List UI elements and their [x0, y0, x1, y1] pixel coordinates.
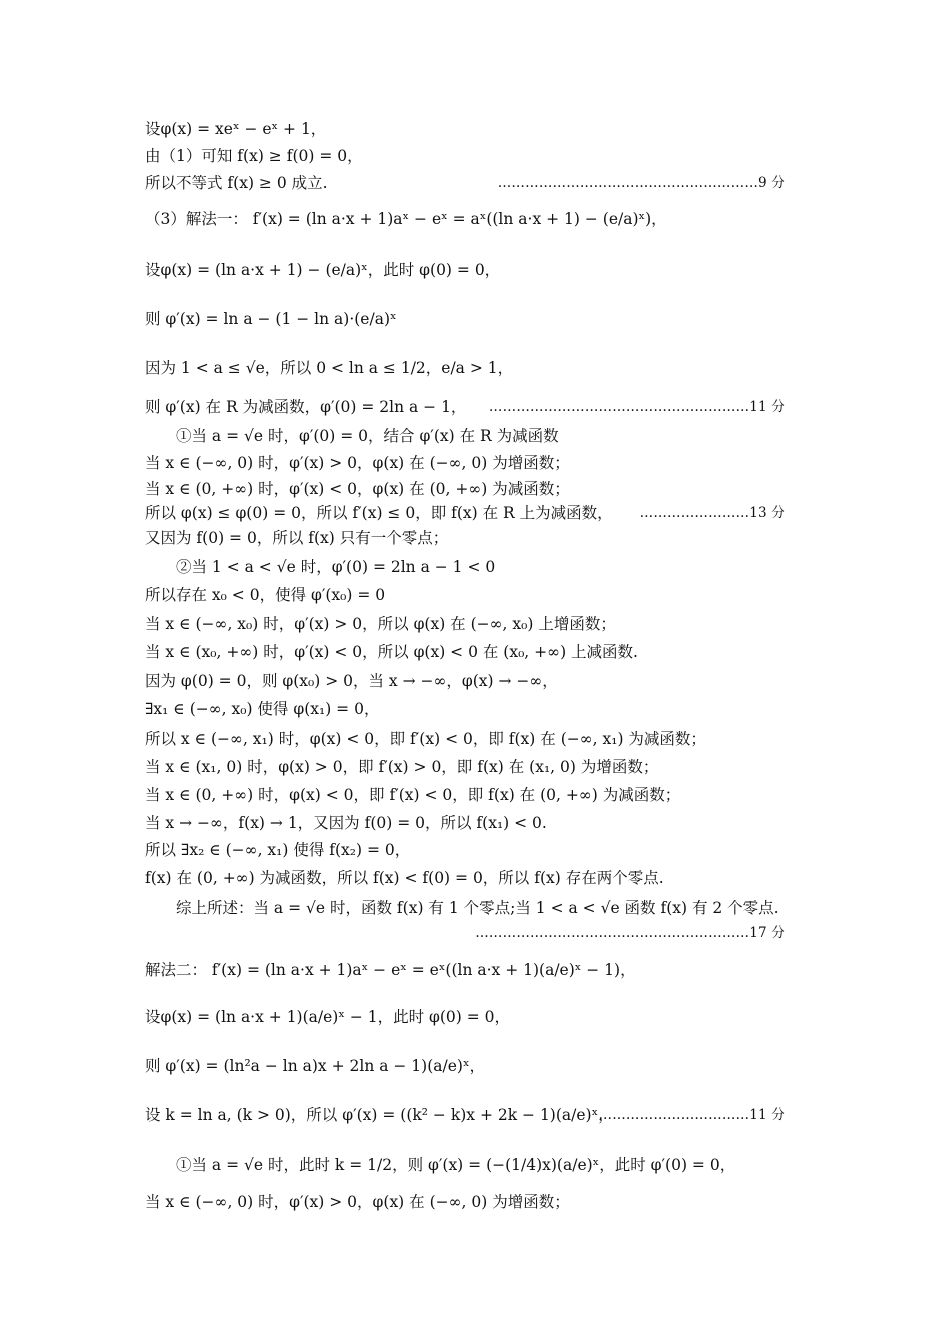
text-line: 综上所述：当 a = √e 时，函数 f(x) 有 1 个零点;当 1 < a < √e 函数 f(x) 有 2 个零点. — [176, 899, 779, 917]
line-text: 则 φ′(x) 在 R 为减函数，φ′(0) = 2ln a − 1， — [145, 398, 467, 416]
text-line: ①当 a = √e 时，此时 k = 1/2，则 φ′(x) = (−(1/4)x)(a/e)ˣ，此时 φ′(0) = 0， — [176, 1156, 736, 1174]
text-line: 又因为 f(0) = 0，所以 f(x) 只有一个零点； — [145, 529, 449, 547]
text-line: 因为 φ(0) = 0，则 φ(x₀) > 0，当 x → −∞，φ(x) → −∞， — [145, 672, 558, 690]
text-line: 设φ(x) = xeˣ − eˣ + 1， — [145, 120, 327, 138]
text-line: 解法二： f′(x) = (ln a·x + 1)aˣ − eˣ = eˣ((ln a·x + 1)(a/e)ˣ − 1)， — [145, 961, 636, 979]
text-line: 设φ(x) = (ln a·x + 1) − (e/a)ˣ，此时 φ(0) = 0， — [145, 261, 501, 279]
text-line: f(x) 在 (0, +∞) 为减函数，所以 f(x) < f(0) = 0，所以 f(x) 存在两个零点. — [145, 869, 664, 887]
score-mark: ……………………………………………………17 分 — [475, 925, 785, 941]
text-line: 当 x ∈ (0, +∞) 时，φ′(x) < 0，φ(x) 在 (0, +∞) 为减函数； — [145, 480, 570, 498]
text-line: 当 x ∈ (0, +∞) 时，φ(x) < 0，即 f′(x) < 0，即 f(x) 在 (0, +∞) 为减函数； — [145, 786, 681, 804]
text-line: 当 x ∈ (x₀, +∞) 时，φ′(x) < 0，所以 φ(x) < 0 在 (x₀, +∞) 上减函数. — [145, 643, 638, 661]
text-line: 当 x ∈ (x₁, 0) 时，φ(x) > 0，即 f′(x) > 0，即 f(x) 在 (x₁, 0) 为增函数； — [145, 758, 659, 776]
text-line: ∃x₁ ∈ (−∞, x₀) 使得 φ(x₁) = 0， — [145, 700, 380, 718]
text-line: 当 x ∈ (−∞, 0) 时，φ′(x) > 0，φ(x) 在 (−∞, 0) 为增函数； — [145, 454, 570, 472]
text-line: ①当 a = √e 时，φ′(0) = 0，结合 φ′(x) 在 R 为减函数 — [176, 427, 559, 445]
text-line: 所以存在 x₀ < 0，使得 φ′(x₀) = 0 — [145, 586, 386, 604]
text-line: 当 x ∈ (−∞, 0) 时，φ′(x) > 0，φ(x) 在 (−∞, 0) 为增函数； — [145, 1193, 570, 1211]
score-mark: …………………………………………………11 分 — [488, 399, 785, 415]
text-line: 设φ(x) = (ln a·x + 1)(a/e)ˣ − 1，此时 φ(0) = 0， — [145, 1008, 511, 1026]
line-text: 所以不等式 f(x) ≥ 0 成立. — [145, 174, 328, 192]
text-line — [145, 502, 785, 524]
text-line: 所以 x ∈ (−∞, x₁) 时，φ(x) < 0，即 f′(x) < 0，即 f(x) 在 (−∞, x₁) 为减函数； — [145, 730, 706, 748]
score-mark: ……………………………11 分 — [598, 1107, 785, 1123]
text-line — [145, 1104, 785, 1126]
text-line: ②当 1 < a < √e 时，φ′(0) = 2ln a − 1 < 0 — [176, 558, 496, 576]
text-line: 当 x → −∞，f(x) → 1，又因为 f(0) = 0，所以 f(x₁) < 0. — [145, 814, 547, 832]
text-line: 当 x ∈ (−∞, x₀) 时，φ′(x) > 0，所以 φ(x) 在 (−∞, x₀) 上增函数； — [145, 615, 616, 633]
text-line: 则 φ′(x) = (ln²a − ln a)x + 2ln a − 1)(a/e)ˣ， — [145, 1057, 486, 1075]
line-text: 设 k = ln a, (k > 0)，所以 φ′(x) = ((k² − k)x + 2k − 1)(a/e)ˣ， — [145, 1106, 614, 1124]
score-mark: ……………………13 分 — [639, 505, 785, 521]
text-line — [145, 396, 785, 418]
line-text: 所以 φ(x) ≤ φ(0) = 0，所以 f′(x) ≤ 0，即 f(x) 在 R 上为减函数， — [145, 504, 613, 522]
text-line: 由（1）可知 f(x) ≥ f(0) = 0， — [145, 147, 363, 165]
text-line: 所以 ∃x₂ ∈ (−∞, x₁) 使得 f(x₂) = 0， — [145, 841, 411, 859]
text-line: 因为 1 < a ≤ √e，所以 0 < ln a ≤ 1/2，e/a > 1， — [145, 359, 514, 377]
text-line: （3）解法一： f′(x) = (ln a·x + 1)aˣ − eˣ = aˣ((ln a·x + 1) − (e/a)ˣ)， — [145, 210, 667, 228]
text-line: 则 φ′(x) = ln a − (1 − ln a)·(e/a)ˣ — [145, 310, 397, 328]
score-mark: …………………………………………………9 分 — [497, 175, 785, 191]
text-line — [145, 172, 785, 194]
